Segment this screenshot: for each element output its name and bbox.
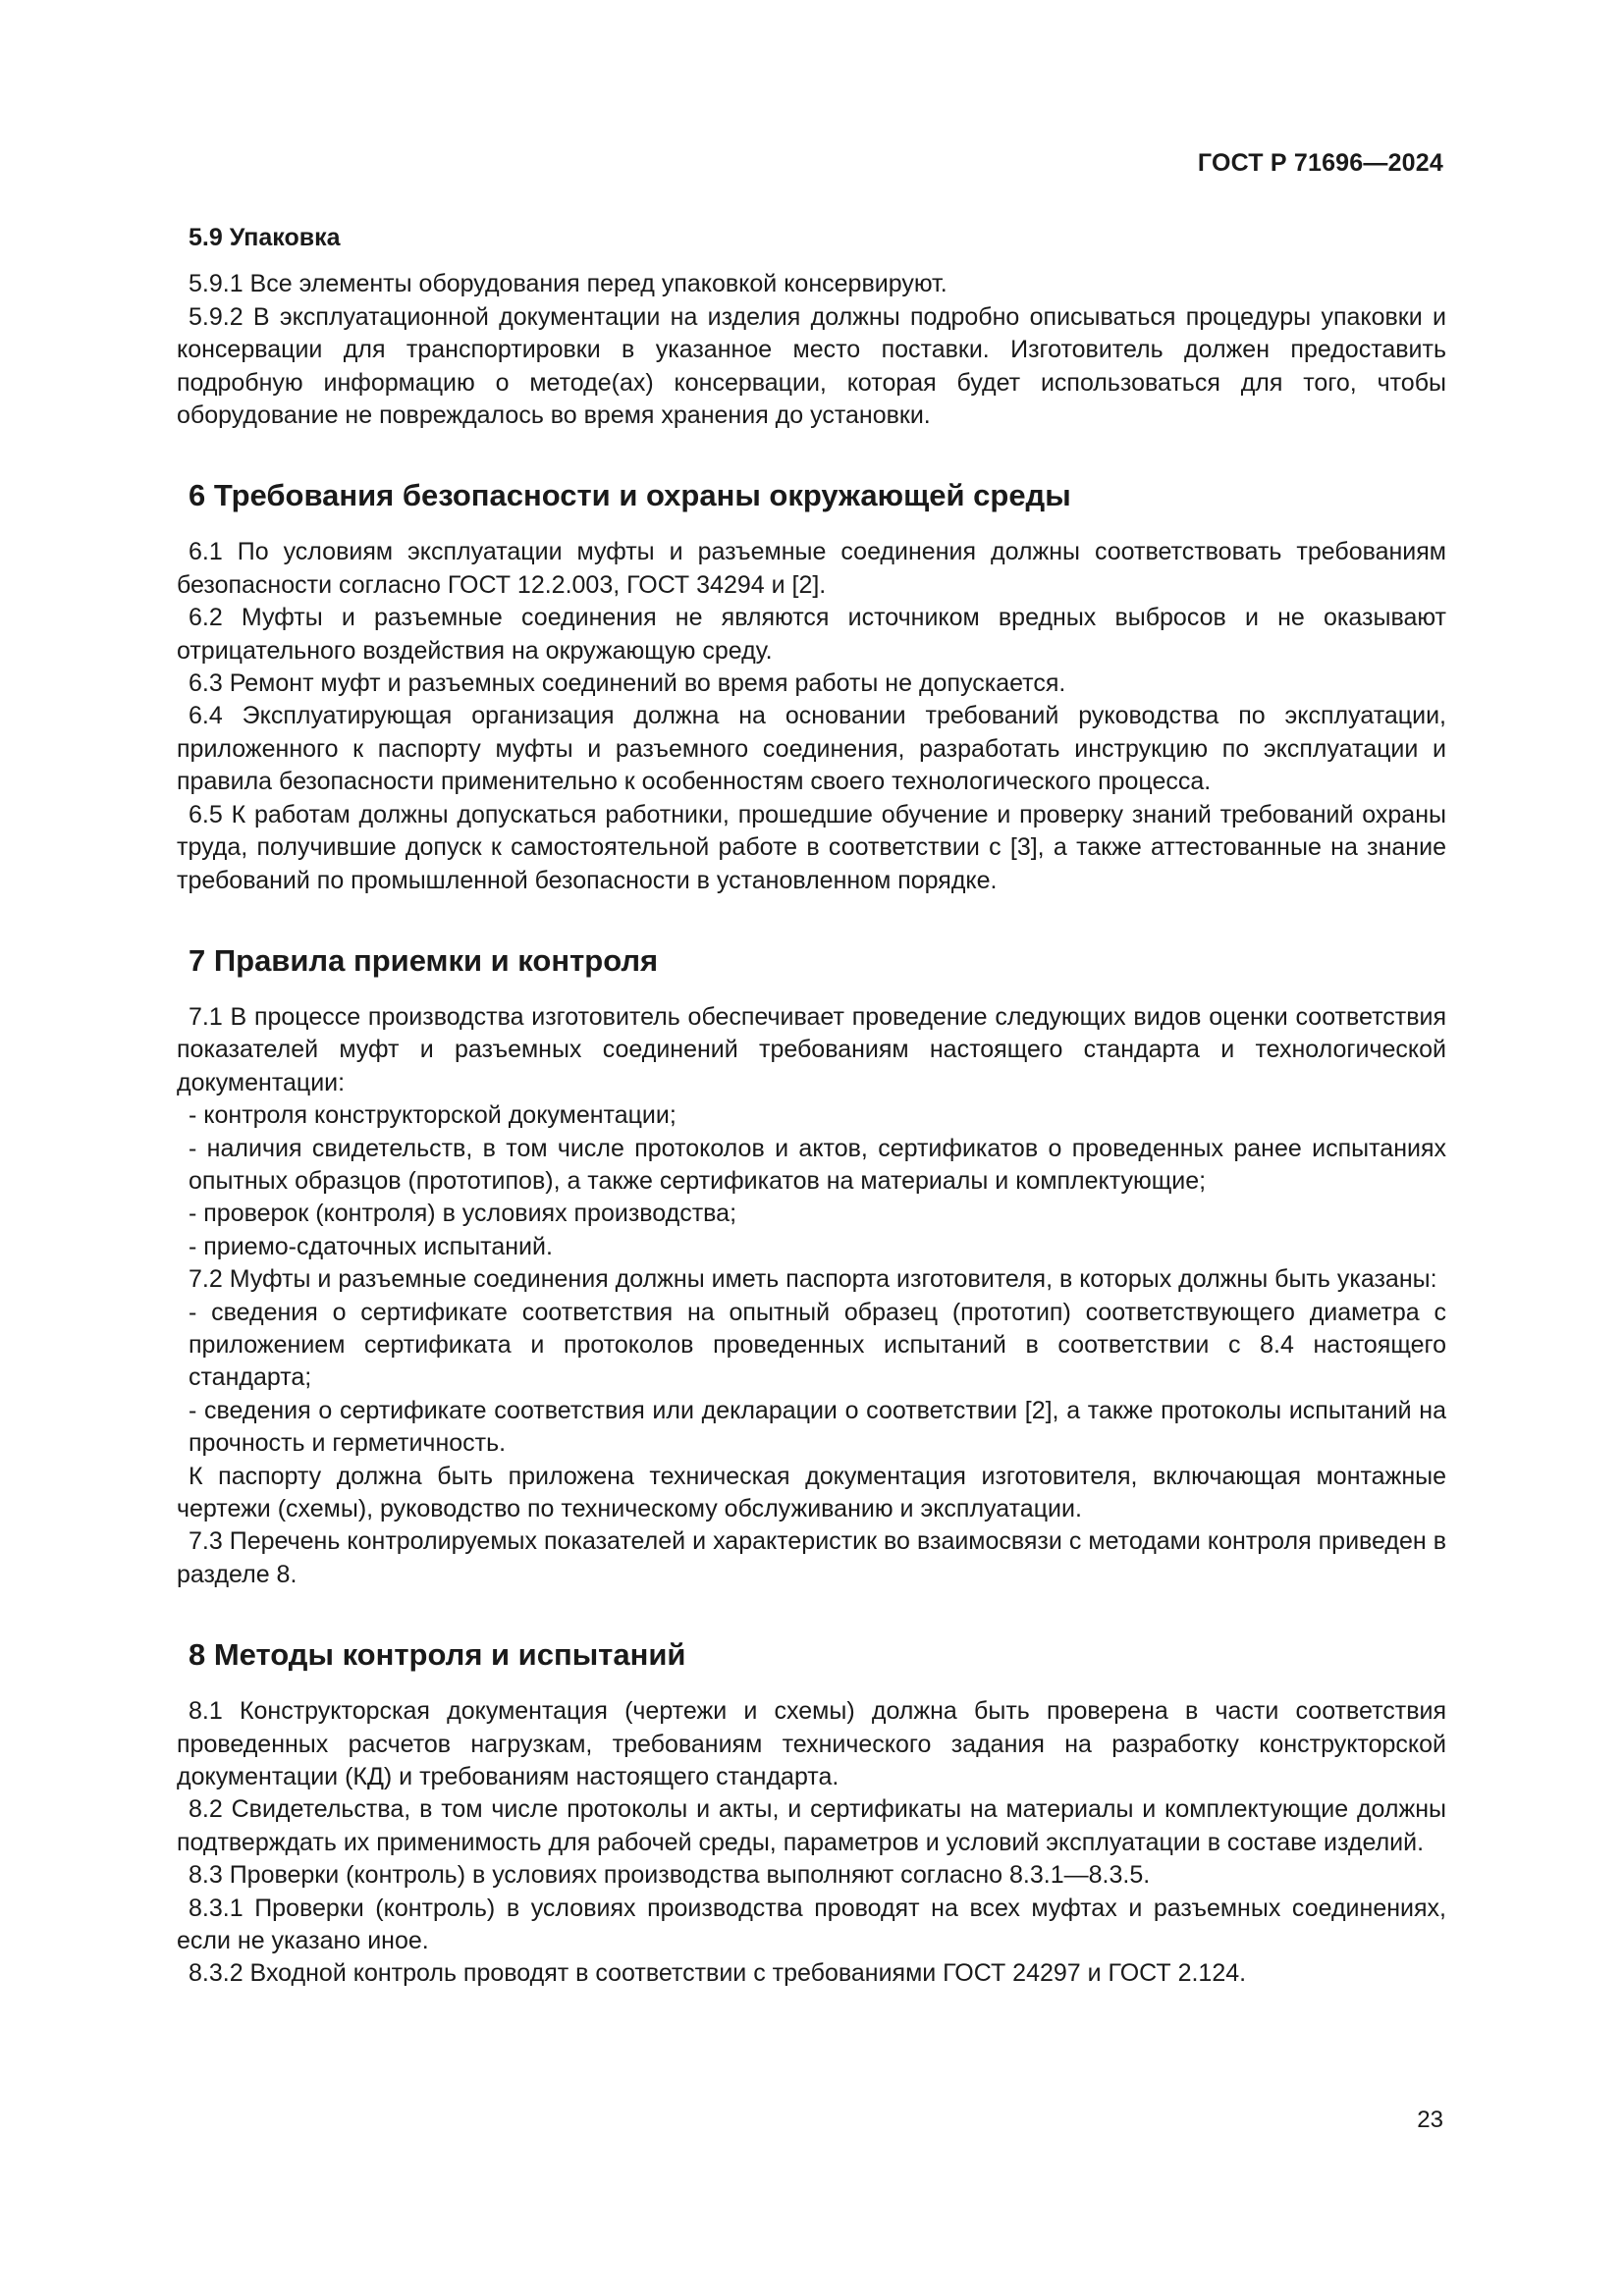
document-body <box>177 222 1446 1991</box>
section-title-7: 7 Правила приемки и контроля <box>189 942 659 978</box>
list-item: - приемо-сдаточных испытаний. <box>189 1232 553 1260</box>
page-number: 23 <box>1417 2107 1443 2133</box>
paragraph-7-1: 7.1 В процессе производства изготовитель обеспечивает проведение следующих видов оценки соответствия показателей муфт и разъемных соединений требованиям настоящего стандарта и технологической документации: <box>177 1002 1446 1096</box>
paragraph-6-1: 6.1 По условиям эксплуатации муфты и разъемные соединения должны соответствовать требованиям безопасности согласно ГОСТ 12.2.003, ГОСТ 34294 и [2]. <box>177 538 1446 599</box>
section-title-6: 6 Требования безопасности и охраны окружающей среды <box>189 478 1071 513</box>
section-title-8: 8 Методы контроля и испытаний <box>189 1637 686 1673</box>
paragraph-7-2: 7.2 Муфты и разъемные соединения должны иметь паспорта изготовителя, в которых должны быть указаны: <box>189 1265 1437 1294</box>
paragraph-8-2: 8.2 Свидетельства, в том числе протоколы и акты, и сертификаты на материалы и комплектующие должны подтверждать их применимость для рабочей среды, параметров и условий эксплуатации в составе изделий. <box>177 1795 1446 1856</box>
list-item: - сведения о сертификате соответствия на опытный образец (прототип) соответствующего диаметра с приложением сертификата и протоколов проведенных испытаний в соответствии с 8.4 настоящего стандарта; <box>189 1298 1446 1392</box>
paragraph-7-3: 7.3 Перечень контролируемых показателей и характеристик во взаимосвязи с методами контроля приведен в разделе 8. <box>177 1527 1446 1588</box>
paragraph-8-3-1: 8.3.1 Проверки (контроль) в условиях производства проводят на всех муфтах и разъемных соединениях, если не указано иное. <box>177 1894 1446 1955</box>
paragraph-6-5: 6.5 К работам должны допускаться работники, прошедшие обучение и проверку знаний требований охраны труда, получившие допуск к самостоятельной работе в соответствии с [3], а также аттестованные на знание требований по промышленной безопасности в установленном порядке. <box>177 800 1446 894</box>
paragraph-8-3: 8.3 Проверки (контроль) в условиях производства выполняют согласно 8.3.1—8.3.5. <box>189 1861 1151 1890</box>
document-code-header: ГОСТ Р 71696—2024 <box>1197 149 1443 177</box>
list-item: - проверок (контроля) в условиях производства; <box>189 1200 737 1228</box>
paragraph-8-3-2: 8.3.2 Входной контроль проводят в соответствии с требованиями ГОСТ 24297 и ГОСТ 2.124. <box>189 1959 1247 1988</box>
paragraph-5-9-1: 5.9.1 Все элементы оборудования перед упаковкой консервируют. <box>189 270 947 298</box>
paragraph-6-3: 6.3 Ремонт муфт и разъемных соединений во время работы не допускается. <box>189 669 1066 698</box>
paragraph-6-4: 6.4 Эксплуатирующая организация должна на основании требований руководства по эксплуатации, приложенного к паспорту муфты и разъемного соединения, разработать инструкцию по эксплуатации и правила безопасности применительно к особенностям своего технологического процесса. <box>177 702 1446 796</box>
subsection-title-5-9: 5.9 Упаковка <box>189 224 341 251</box>
list-item: - контроля конструкторской документации; <box>189 1101 677 1130</box>
paragraph-7-2-passport: К паспорту должна быть приложена техническая документация изготовителя, включающая монтажные чертежи (схемы), руководство по техническому обслуживанию и эксплуатации. <box>177 1462 1446 1522</box>
list-item: - наличия свидетельств, в том числе протоколов и актов, сертификатов о проведенных ранее испытаниях опытных образцов (прототипов), а также сертификатов на материалы и комплектующие; <box>189 1134 1446 1195</box>
paragraph-6-2: 6.2 Муфты и разъемные соединения не являются источником вредных выбросов и не оказывают отрицательного воздействия на окружающую среду. <box>177 604 1446 665</box>
paragraph-8-1: 8.1 Конструкторская документация (чертежи и схемы) должна быть проверена в части соответствия проведенных расчетов нагрузкам, требованиям технического задания на разработку конструкторской документации (КД) и требованиям настоящего стандарта. <box>177 1697 1446 1791</box>
paragraph-5-9-2: 5.9.2 В эксплуатационной документации на изделия должны подробно описываться процедуры упаковки и консервации для транспортировки в указанное место поставки. Изготовитель должен предоставить подробную информацию о методе(ах) консервации, которая будет использоваться для того, чтобы оборудование не повреждалось во время хранения до установки. <box>177 302 1446 430</box>
list-item: - сведения о сертификате соответствия или декларации о соответствии [2], а также протоколы испытаний на прочность и герметичность. <box>189 1396 1446 1458</box>
